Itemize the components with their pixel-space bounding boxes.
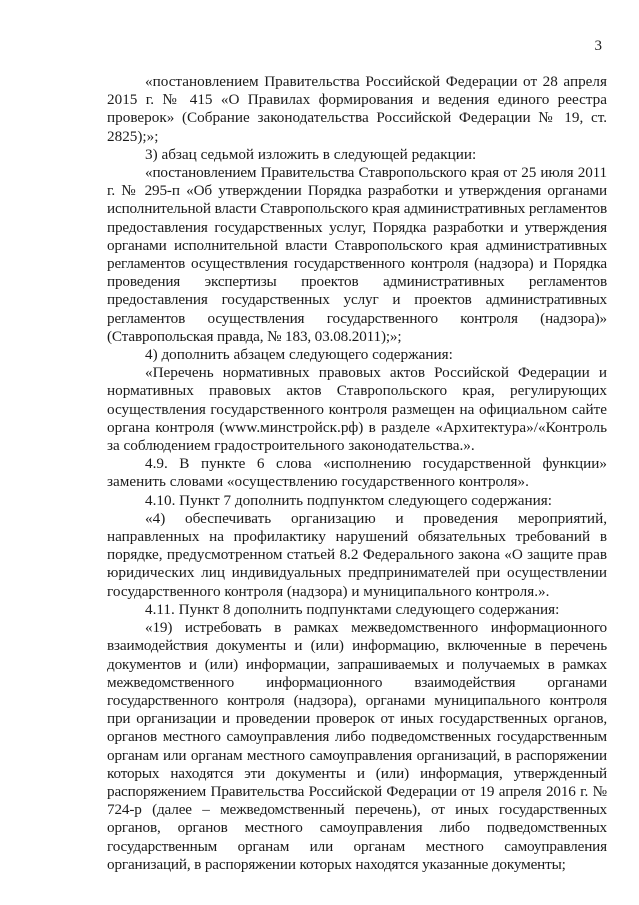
- paragraph-quote-legal-acts-list: «Перечень нормативных правовых актов Российской Федерации и нормативных правовых актов Ставропольского края, регулирующих осуществления государственного контроля размещен на официальном сайте органа контроля (www.минстройск.рф) в разделе «Архитектура»/«Контроль за соблюдением градостроительного законодательства.».: [107, 364, 607, 455]
- paragraph-4-11: 4.11. Пункт 8 дополнить подпунктами следующего содержания:: [145, 600, 560, 618]
- paragraph-quote-subitem-4: «4) обеспечивать организацию и проведения мероприятий, направленных на профилактику нарушений обязательных требований в порядке, предусмотренном статьей 8.2 Федерального закона «О защите прав юридических лиц индивидуальных предпринимателей при осуществлении государственного контроля (надзора) и муниципального контроля.».: [107, 509, 607, 600]
- page-number: 3: [594, 38, 602, 54]
- paragraph-item-3: 3) абзац седьмой изложить в следующей редакции:: [145, 145, 477, 163]
- paragraph-quote-subitem-19: «19) истребовать в рамках межведомственного информационного взаимодействия документы и (или) информацию, включенные в перечень документов и (или) информации, запрашиваемых и получаемых в рамках межведомственного информационного взаимодействия органами государственного контроля (надзора), органами муниципального контроля при организации и проведении проверок от иных государственных органов, органов местного самоуправления либо подведомственных государственным органам или органам местного самоуправления организаций, в распоряжении которых находятся эти документы и (или) информация, утвержденный распоряжением Правительства Российской Федерации от 19 апреля 2016 г. № 724-р (далее – межведомственный перечень), от иных государственных органов, органов местного самоуправления либо подведомственных государственным органам или органам местного самоуправления организаций, в распоряжении которых находятся указанные документы;: [107, 619, 607, 873]
- paragraph-quote-registry: «постановлением Правительства Российской Федерации от 28 апреля 2015 г. № 415 «О Правилах формирования и ведения единого реестра проверок» (Собрание законодательства Российской Федерации № 19, ст. 2825);»;: [107, 73, 607, 145]
- paragraph-4-9: 4.9. В пункте 6 слова «исполнению государственной функции» заменить словами «осуществлению государственного контроля».: [107, 455, 607, 491]
- document-body: [107, 73, 607, 874]
- paragraph-4-10: 4.10. Пункт 7 дополнить подпунктом следующего содержания:: [145, 491, 552, 509]
- paragraph-item-4: 4) дополнить абзацем следующего содержания:: [145, 346, 453, 364]
- paragraph-quote-stavropol-resolution: «постановлением Правительства Ставропольского края от 25 июля 2011 г. № 295-п «Об утверждении Порядка разработки и утверждения органами исполнительной власти Ставропольского края административных регламентов предоставления государственных услуг, Порядка разработки и утверждения органами исполнительной власти Ставропольского края административных регламентов осуществления государственного контроля (надзора) и Порядка проведения экспертизы проектов административных регламентов предоставления государственных услуг и проектов административных регламентов осуществления государственного контроля (надзора)» (Ставропольская правда, № 183, 03.08.2011);»;: [107, 164, 607, 345]
